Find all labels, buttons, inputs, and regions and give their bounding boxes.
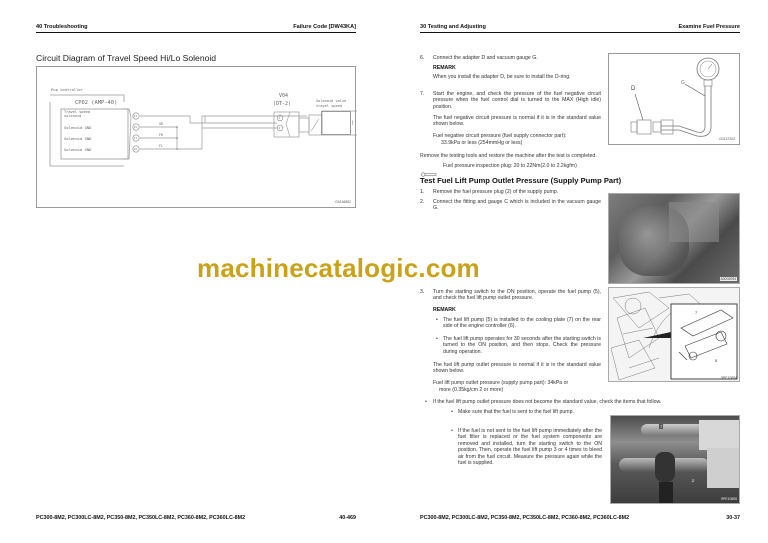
- valve-label-line1: Solenoid valve: [316, 99, 347, 103]
- remove-tools-text: Remove the testing tools and restore the machine after the test is completed.: [420, 153, 597, 159]
- bullet-dot: •: [436, 317, 438, 323]
- sub-bullet-1: Make sure that the fuel is sent to the fuel lift pump.: [458, 409, 574, 415]
- right-footer-models: PC300-8M2, PC300LC-8M2, PC350-8M2, PC350LC-8M2, PC360-8M2, PC360LC-8M2: [420, 515, 630, 521]
- normal-text-1: The fuel negative circuit pressure is normal if it is in the standard value shown below.: [433, 115, 601, 128]
- pin-label-gnd-2: Solenoid GND: [64, 136, 92, 141]
- pin-number: 33: [133, 114, 138, 118]
- callout-5: 5: [715, 358, 718, 363]
- figure-id: 9PE10855: [721, 497, 737, 501]
- remark-2-bullet-1: The fuel lift pump (5) is installed to the cooling plate (7) on the rear side of the engine controller (6).: [443, 317, 601, 330]
- controller-label: Pup controller: [51, 87, 84, 92]
- valve-pin-number: 2: [278, 126, 281, 130]
- step-6-text: Connect the adapter D and vacuum gauge G.: [433, 55, 538, 61]
- step-number: 3.: [420, 289, 425, 295]
- pin-label-gnd-3: Solenoid GND: [64, 147, 92, 152]
- torque-spec-text: Fuel pressure inspection plug: 20 to 22Nm(2.0 to 2.2kgfm): [443, 163, 577, 169]
- left-footer-page-number: 40-469: [339, 515, 356, 521]
- figure-id: 9PE10854: [721, 376, 737, 380]
- photo-detail: [669, 202, 719, 242]
- wrench-icon: [421, 164, 437, 169]
- figure-id: G0146852: [335, 200, 351, 204]
- solenoid-valve-symbol: [321, 111, 351, 135]
- normal-text-2: The fuel lift pump outlet pressure is normal if it is in the standard value shown below.: [433, 362, 601, 375]
- spec-1-line1: Fuel negative circuit pressure (fuel supply connector part):: [433, 133, 567, 139]
- spec-2-line2: more (0.35kg/cm 2 or more): [439, 387, 504, 393]
- spec-1-line2: 33.9kPa or less (254mmHg or less): [441, 140, 523, 146]
- right-header-section: 30 Testing and Adjusting: [420, 24, 486, 30]
- right-header-topic: Examine Fuel Pressure: [678, 24, 740, 30]
- bullet-dot: •: [451, 409, 453, 415]
- step-number: 2.: [420, 199, 425, 205]
- fuel-pump-fitting-photo: [610, 415, 740, 504]
- valve-connector-type: (DT-2): [273, 101, 292, 107]
- gauge-figure: [608, 53, 740, 145]
- bullet-dot: •: [451, 428, 453, 434]
- photo-detail: [699, 420, 740, 450]
- sub-bullet-2: If the fuel is not sent to the fuel lift pump immediately after the fuel filter is replaced or the fuel system components are removed and installed, turn the starting switch to the ON position. Then, operate the fuel lift pump 3 or 4 times to bleed air from the fuel circuit. Measure the pressure again while the fuel is supplied.: [458, 428, 602, 467]
- figure-id: G0147202: [719, 137, 735, 141]
- wire-label-fl: FL: [159, 144, 164, 148]
- wire-label-gr: GR: [159, 122, 164, 126]
- step-1-text: Remove the fuel pressure plug (2) of the supply pump.: [433, 189, 559, 195]
- left-header-failure-code: Failure Code [DW43KA]: [293, 24, 356, 30]
- supply-pump-photo: [608, 193, 740, 284]
- remark-label: REMARK: [433, 307, 456, 313]
- remark-1-text: When you install the adapter D, be sure to install the O-ring.: [433, 74, 571, 80]
- step-number: 1.: [420, 189, 425, 195]
- left-footer-models: PC300-8M2, PC300LC-8M2, PC350-8M2, PC350LC-8M2, PC360-8M2, PC360LC-8M2: [36, 515, 246, 521]
- spring-symbol: ⌇: [351, 121, 354, 127]
- circuit-diagram: [36, 66, 356, 208]
- check-items-text: If the fuel lift pump outlet pressure does not become the standard value, check the items that follow.: [433, 399, 662, 405]
- pin-label-travel-speed: Travel speed solenoid: [64, 110, 90, 118]
- right-header-rule: [420, 32, 740, 33]
- label-g: G: [681, 80, 685, 86]
- fuel-lift-pump-illustration: [608, 287, 740, 382]
- bullet-dot: •: [436, 336, 438, 342]
- step-number: 6.: [420, 55, 425, 61]
- fuel-lift-pump-section-title: Test Fuel Lift Pump Outlet Pressure (Supply Pump Part): [420, 176, 622, 185]
- photo-detail: [655, 452, 675, 482]
- circuit-diagram-title: Circuit Diagram of Travel Speed Hi/Lo Solenoid: [36, 53, 217, 63]
- step-number: 7.: [420, 91, 425, 97]
- left-header-section: 40 Troubleshooting: [36, 24, 88, 30]
- engine-line-drawing: [609, 288, 740, 382]
- pin-label-gnd-1: Solenoid GND: [64, 125, 92, 130]
- vacuum-gauge-illustration: [609, 54, 741, 146]
- callout-7: 7: [660, 424, 663, 429]
- pin-number: 16: [133, 147, 138, 151]
- callout-7: 7: [695, 310, 698, 315]
- step-7-text: Start the engine, and check the pressure of the fuel negative circuit pressure when the fuel control dial is turned to the MAX (High idle) position.: [433, 91, 601, 110]
- watermark-text: machinecatalogic.com: [197, 253, 480, 283]
- left-header-rule: [36, 32, 356, 33]
- step-3-text: Turn the starting switch to the ON position, operate the fuel pump (5), and check the fuel lift pump outlet pressure.: [433, 289, 601, 302]
- bullet-dot: •: [425, 399, 427, 405]
- valve-pin-number: 1: [278, 116, 281, 120]
- photo-detail: [707, 448, 740, 488]
- pin-number: 11: [133, 136, 138, 140]
- pin-number: 15: [133, 125, 138, 129]
- photo-detail: [659, 482, 673, 504]
- valve-label-line2: travel speed: [316, 104, 342, 108]
- callout-2: 2: [692, 478, 695, 483]
- figure-id: A0002094: [720, 277, 736, 281]
- label-d: D: [631, 86, 636, 92]
- connector-label: CP02 (AMP-40): [75, 100, 118, 106]
- remark-2-bullet-2: The fuel lift pump operates for 30 seconds after the starting switch is turned to the ON position, and then stops. Check the pressure during operation.: [443, 336, 601, 355]
- step-2-text: Connect the fitting and gauge C which is included in the vacuum gauge G.: [433, 199, 601, 212]
- right-footer-page-number: 30-37: [726, 515, 740, 521]
- wire-label-fh: FH: [159, 133, 164, 137]
- valve-connector-label: V04: [279, 93, 289, 99]
- remark-label: REMARK: [433, 65, 456, 71]
- spec-2-line1: Fuel lift pump outlet pressure (supply pump part): 34kPa or: [433, 380, 569, 386]
